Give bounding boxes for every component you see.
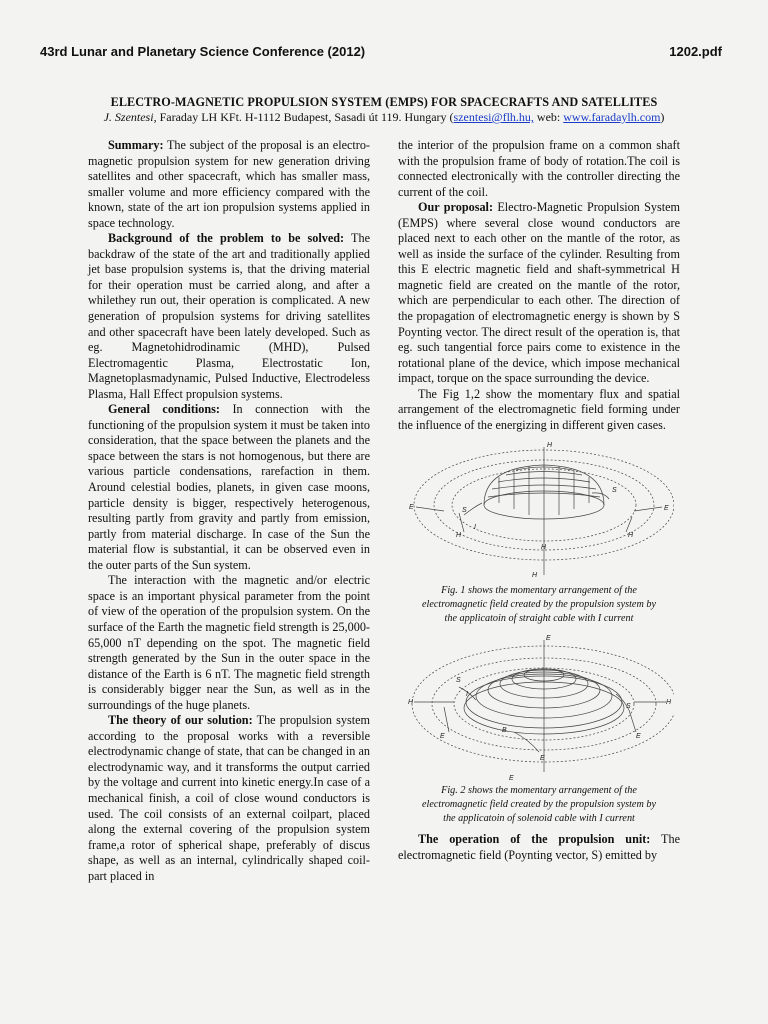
interaction-paragraph: The interaction with the magnetic and/or electric space is an important physical parameter from the point of view of the operation of the propulsion system. On the surface of the Earth the magnetic field strength is 25,000-65,000 nT depending on the spot. The magnetic field strength generated by the Sun in the outer space in the distance of the Earth is 6 nT. The magnetic field strength is considerably bigger near the Sun, as well as in the surroundings of the huge planets. [88,573,370,712]
summary-heading: Summary: [108,138,164,152]
label-h-left: H [408,699,414,707]
fig2-caption-line: electromagnetic field created by the propulsion system by [422,799,656,811]
operation-heading: The operation of the propulsion unit: [418,832,651,847]
figure-1-caption [398,584,680,626]
website-link[interactable]: www.faradaylh.com [563,110,661,124]
summary-paragraph [88,138,370,231]
fig-intro-paragraph: The Fig 1,2 show the momentary flux and spatial arrangement of the electromagnetic field forming under the influence of the energizing in different given cases. [398,386,680,432]
label-e-left: E [409,504,414,512]
label-h-right: H [666,699,672,707]
close-paren: ) [660,110,665,124]
background-heading: Background of the problem to be solved: [108,231,345,246]
background-paragraph [88,231,370,402]
author-name: J. Szentesi, [103,110,157,124]
outer-field-line [412,646,674,762]
label-i: I [466,691,468,699]
label-e-right: E [664,505,669,513]
label-h-center: H [541,544,547,552]
page-header [40,44,722,64]
label-e-center: E [540,755,545,763]
theory-paragraph [88,713,370,884]
label-b: B [502,727,507,735]
label-s-left: S [456,677,461,685]
label-e-bottom: E [509,775,514,783]
conference-name: 43rd Lunar and Planetary Science Conference (2012) [40,44,366,59]
fig2-caption-line: Fig. 2 shows the momentary arrangement of the [441,785,637,797]
label-i: I [474,524,476,532]
label-s: S [612,487,617,495]
label-s-left: S [462,507,467,515]
fig1-caption-line: the applicatoin of straight cable with I current [444,613,634,625]
general-text: In connection with the functioning of the propulsion system it must be taken into consideration, that the space between the planets and the space between the stars is not homogenous, but there are various particle condensations, rarefaction in them. Around celestial bodies, planets, in given case moons, particle density is bigger, respectively heterogenous, resulting partly from gravity and partly from emission, partly from material discharge. In case of the Sun the material flow is substantial, it can be observed even in the outer parts of the Sun system. [88,402,371,572]
general-paragraph [88,402,370,573]
label-h-top: H [547,442,553,450]
left-column [88,138,370,884]
figure-2-diagram [404,632,674,782]
affiliation: Faraday LH KFt. H-1112 Budapest, Sasadi út 119. Hungary ( [159,110,454,124]
label-e-top: E [546,635,551,643]
file-name: 1202.pdf [669,44,722,59]
operation-text: The electromagnetic field (Poynting vector, S) emitted by [398,832,680,862]
paper-title: ELECTRO-MAGNETIC PROPULSION SYSTEM (EMPS) FOR SPACECRAFTS AND SATELLITES [110,95,658,109]
proposal-paragraph [398,200,680,387]
label-e-left: E [440,733,445,741]
proposal-text: Electro-Magnetic Propulsion System (EMPS) where several close wound conductors are placed next to each other on the mantle of the rotor, as well as inside the surface of the cylinder. Resulting from this E electric magnetic field and shaft-symmetrical H magnetic field are created on the mantle of the rotor, which are perpendicular to each other. The direction of the propagation of electromagnetic energy is shown by S Poynting vector. The direct result of the operation is, that eg. such tangential force pairs come to existence in the rotational plane of the device, which impose mechanical impact, torque on the space surrounding the device. [398,200,680,386]
figure-2-caption [398,784,680,826]
theory-heading: The theory of our solution: [108,713,253,728]
operation-paragraph [398,832,680,863]
author-line [0,110,768,125]
theory-text: The propulsion system according to the proposal works with a reversible electrodynamic change of state, that can be changed in an electrodynamic way, and it transforms the output carried by the voltage and current into kinetic energy.In case of a mechanical finish, a coil of close wound conductors is used. The coil consists of an external coilpart, placed along the external covering of the propulsion system frame,a rotor of spherical shape, preferably of discus shape, as well as an internal, cylindrically shaped coil-part placed in [88,713,370,883]
continuation-paragraph: the interior of the propulsion frame on a common shaft with the propulsion frame of body of rotation.The coil is connected electronically with the controller directing the current of the coil. [398,138,680,199]
label-s-right: S [626,703,631,711]
label-e-right: E [636,733,641,741]
email-link[interactable]: szentesi@flh.hu, [453,110,534,124]
label-h-bottom: H [532,572,538,580]
proposal-heading: Our proposal: [418,200,493,215]
general-heading: General conditions: [108,402,220,417]
figure-1-diagram [404,437,674,582]
fig1-caption-line: electromagnetic field created by the propulsion system by [422,599,656,611]
summary-text: The subject of the proposal is an electro-magnetic propulsion system for new generation driving satellites and other spacecraft, which has smaller mass, smaller volume and more efficiency compared with the known, state of the art ion propulsion systems applied in space technology. [88,138,370,230]
fig2-caption-line: the applicatoin of solenoid cable with I current [443,813,635,825]
label-h-right: H [628,532,634,540]
background-text: The backdraw of the state of the art and traditionally applied jet base propulsion systems is, that the driving material for their operation must be carried along, and after a whilethey run out, their operation is complicated. A new generation of propulsion systems for driving satellites and other spacecraft have been lately developed. Such as eg. Magnetohidrodinamic (MHD), Pulsed Electromagentic Plasma, Electrostatic Ion, Magnetoplasmadynamic, Pulsed Inductive, Electrodeless Plasma, Hall Effect propulsion systems. [88,231,370,401]
right-column [398,138,680,863]
figure-1 [398,437,680,626]
label-h-left: H [456,532,462,540]
web-label: web: [533,110,564,124]
figure-2 [398,632,680,826]
fig1-caption-line: Fig. 1 shows the momentary arrangement of the [441,585,637,597]
